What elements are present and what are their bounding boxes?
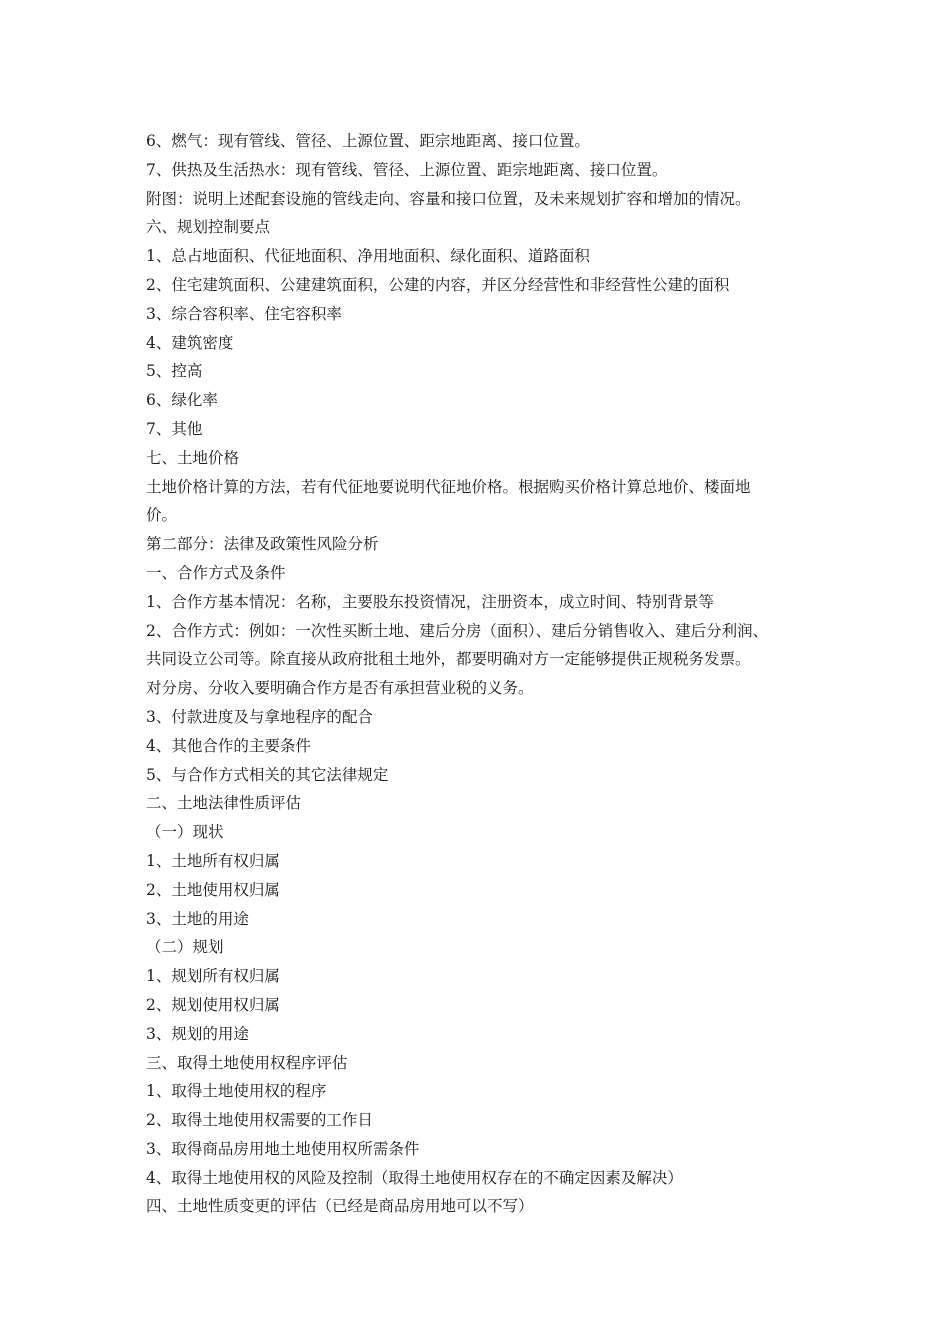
text-line: 2、取得土地使用权需要的工作日 — [146, 1111, 373, 1130]
text-line: 对分房、分收入要明确合作方是否有承担营业税的义务。 — [146, 679, 534, 698]
text-line: 价。 — [146, 506, 178, 525]
text-line: 3、付款进度及与拿地程序的配合 — [146, 707, 373, 726]
subsection-heading: （二）规划 — [146, 938, 224, 957]
section-heading: 二、土地法律性质评估 — [146, 794, 302, 813]
text-line: 5、与合作方式相关的其它法律规定 — [146, 765, 389, 784]
text-line: 3、综合容积率、住宅容积率 — [146, 304, 342, 323]
text-line: 1、取得土地使用权的程序 — [146, 1082, 327, 1101]
text-line: 1、总占地面积、代征地面积、净用地面积、绿化面积、道路面积 — [146, 247, 590, 266]
text-line: 1、规划所有权归属 — [146, 967, 280, 986]
part-heading: 第二部分：法律及政策性风险分析 — [146, 535, 379, 554]
text-line: 5、控高 — [146, 362, 203, 381]
text-line: 2、规划使用权归属 — [146, 995, 280, 1014]
text-line: 7、其他 — [146, 419, 203, 438]
text-line: 6、燃气：现有管线、管径、上源位置、距宗地距离、接口位置。 — [146, 132, 590, 150]
text-line: 6、绿化率 — [146, 391, 218, 410]
text-line: 共同设立公司等。除直接从政府批租土地外，都要明确对方一定能够提供正规税务发票。 — [146, 650, 751, 669]
text-line: 3、取得商品房用地土地使用权所需条件 — [146, 1139, 420, 1158]
text-line: 土地价格计算的方法，若有代征地要说明代征地价格。根据购买价格计算总地价、楼面地 — [146, 477, 751, 496]
text-line: 4、建筑密度 — [146, 333, 234, 352]
text-line: 2、住宅建筑面积、公建建筑面积，公建的内容，并区分经营性和非经营性公建的面积 — [146, 275, 730, 294]
subsection-heading: （一）现状 — [146, 823, 224, 842]
section-heading: 六、规划控制要点 — [146, 218, 271, 237]
section-heading: 七、土地价格 — [146, 448, 240, 467]
text-line: 3、土地的用途 — [146, 909, 249, 928]
section-heading: 三、取得土地使用权程序评估 — [146, 1053, 348, 1072]
document-body — [146, 127, 826, 1221]
section-heading: 四、土地性质变更的评估（已经是商品房用地可以不写） — [146, 1197, 534, 1216]
text-line: 3、规划的用途 — [146, 1024, 249, 1043]
text-line: 7、供热及生活热水：现有管线、管径、上源位置、距宗地距离、接口位置。 — [146, 160, 668, 179]
text-line: 2、土地使用权归属 — [146, 880, 280, 899]
text-line: 2、合作方式：例如：一次性买断土地、建后分房（面积）、建后分销售收入、建后分利润、 — [146, 621, 769, 640]
text-line: 4、其他合作的主要条件 — [146, 736, 311, 755]
text-line: 4、取得土地使用权的风险及控制（取得土地使用权存在的不确定因素及解决） — [146, 1168, 683, 1187]
text-line: 1、土地所有权归属 — [146, 851, 280, 870]
section-heading: 一、合作方式及条件 — [146, 563, 286, 582]
text-line: 附图：说明上述配套设施的管线走向、容量和接口位置，及未来规划扩容和增加的情况。 — [146, 189, 751, 208]
text-line: 1、合作方基本情况：名称，主要股东投资情况，注册资本，成立时间、特别背景等 — [146, 592, 714, 611]
